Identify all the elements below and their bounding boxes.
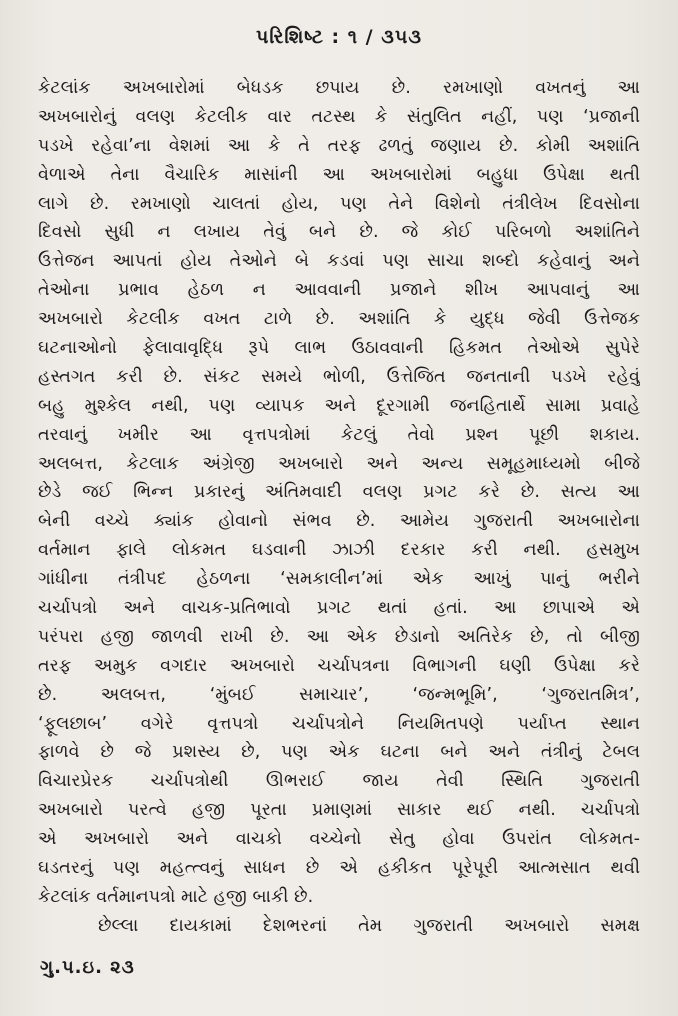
text-line: ચર્ચાપત્રો અને વાચક-પ્રતિભાવો પ્રગટ થતાં હતાં. આ છાપાએ એ <box>38 598 640 619</box>
text-line: લાગે છે. રમખાણો ચાલતાં હોય, પણ તેને વિશેનો તંત્રીલેખ દિવસોના <box>38 193 640 214</box>
text-line: હસ્તગત કરી છે. સંકટ સમયે ભોળી, ઉત્તેજિત જનતાની પડખે રહેવું <box>38 366 640 387</box>
paragraph-start-line: છેલ્લા દાયકામાં દેશભરનાં તેમ ગુજરાતી અખબારો સમક્ષ <box>98 915 640 936</box>
body-text <box>38 74 640 941</box>
text-line: તરવાનું ખમીર આ વૃત્તપત્રોમાં કેટલું તેવો પ્રશ્ન પૂછી શકાય. <box>38 424 640 445</box>
text-line: અખબારો કેટલીક વખત ટાળે છે. અશાંતિ કે યુદ્ધ જેવી ઉત્તેજક <box>38 309 640 330</box>
text-line: ગાંધીના તંત્રીપદ હેઠળના ‘સમકાલીન’માં એક આખું પાનું ભરીને <box>38 569 640 590</box>
text-line: પરંપરા હજી જાળવી રાખી છે. આ એક છેડાનો અતિરેક છે, તો બીજી <box>38 626 640 647</box>
text-line: બહુ મુશ્કેલ નથી, પણ વ્યાપક અને દૂરગામી જનહિતાર્થે સામા પ્રવાહે <box>38 395 640 416</box>
text-line: કેટલાંક અખબારોમાં બેધડક છપાય છે. રમખાણો વખતનું આ <box>38 78 640 98</box>
signature-mark: ગુ.પ.ઇ. ૨૩ <box>40 957 135 978</box>
text-line: અલબત્ત, કેટલાક અંગ્રેજી અખબારો અને અન્ય સમૂહમાધ્યમો બીજે <box>38 453 640 474</box>
text-line: એ અખબારો અને વાચકો વચ્ચેનો સેતુ હોવા ઉપરાંત લોકમત- <box>38 829 640 850</box>
text-line: તેઓના પ્રભાવ હેઠળ ન આવવાની પ્રજાને શીખ આપવાનું આ <box>38 280 640 301</box>
text-line: છે. અલબત્ત, ‘મુંબઈ સમાચાર’, ‘જન્મભૂમિ’, ‘ગુજરાતમિત્ર’, <box>38 684 640 705</box>
running-head: પરિશિષ્ટ : ૧ / ૩૫૩ <box>255 26 422 48</box>
text-line: અખબારોનું વલણ કેટલીક વાર તટસ્થ કે સંતુલિત નહીં, પણ ‘પ્રજાની <box>38 106 640 127</box>
text-line: ઉત્તેજન આપતાં હોય તેઓને બે કડવાં પણ સાચા શબ્દો કહેવાનું અને <box>38 251 640 272</box>
text-line: ઘટનાઓનો ફેલાવાવૃદ્ધિ રૂપે લાભ ઉઠાવવાની હિકમત તેઓએ સુપેરે <box>38 338 640 359</box>
text-line: છેડે જઈ ભિન્ન પ્રકારનું અંતિમવાદી વલણ પ્રગટ કરે છે. સત્ય આ <box>38 482 640 503</box>
text-line: વેળાએ તેના વૈચારિક માસાંની આ અખબારોમાં બહુધા ઉપેક્ષા થતી <box>38 164 640 185</box>
text-line: વર્તમાન ફાલે લોકમત ઘડવાની ઝાઝી દરકાર કરી નથી. હસમુખ <box>38 540 640 561</box>
paragraph-end-line: કેટલાંક વર્તમાનપત્રો માટે હજી બાકી છે. <box>38 886 314 907</box>
text-line: દિવસો સુધી ન લખાય તેવું બને છે. જે કોઈ પરિબળો અશાંતિને <box>38 222 640 243</box>
text-line: ‘ફૂલછાબ’ વગેરે વૃત્તપત્રો ચર્ચાપત્રોને નિયમિતપણે પર્યાપ્ત સ્થાન <box>38 713 640 734</box>
text-line: ઘડતરનું પણ મહત્ત્વનું સાધન છે એ હકીકત પૂરેપૂરી આત્મસાત થવી <box>38 858 640 879</box>
text-line: અખબારો પરત્વે હજી પૂરતા પ્રમાણમાં સાકાર થઈ નથી. ચર્ચાપત્રો <box>38 800 640 821</box>
text-line: વિચારપ્રેરક ચર્ચાપત્રોથી ઊભરાઈ જાય તેવી સ્થિતિ ગુજરાતી <box>38 771 640 792</box>
text-line: ફાળવે છે જે પ્રશસ્ય છે, પણ એક ઘટના બને અને તંત્રીનું ટેબલ <box>38 742 640 763</box>
text-line: પડખે રહેવા’ના વેશમાં આ કે તે તરફ ઢળતું જણાય છે. કોમી અશાંતિ <box>38 135 640 156</box>
text-line: તરફ અમુક વગદાર અખબારો ચર્ચાપત્રના વિભાગની ઘણી ઉપેક્ષા કરે <box>38 655 640 676</box>
text-line: બેની વચ્ચે ક્યાંક હોવાનો સંભવ છે. આમેય ગુજરાતી અખબારોના <box>38 511 640 532</box>
